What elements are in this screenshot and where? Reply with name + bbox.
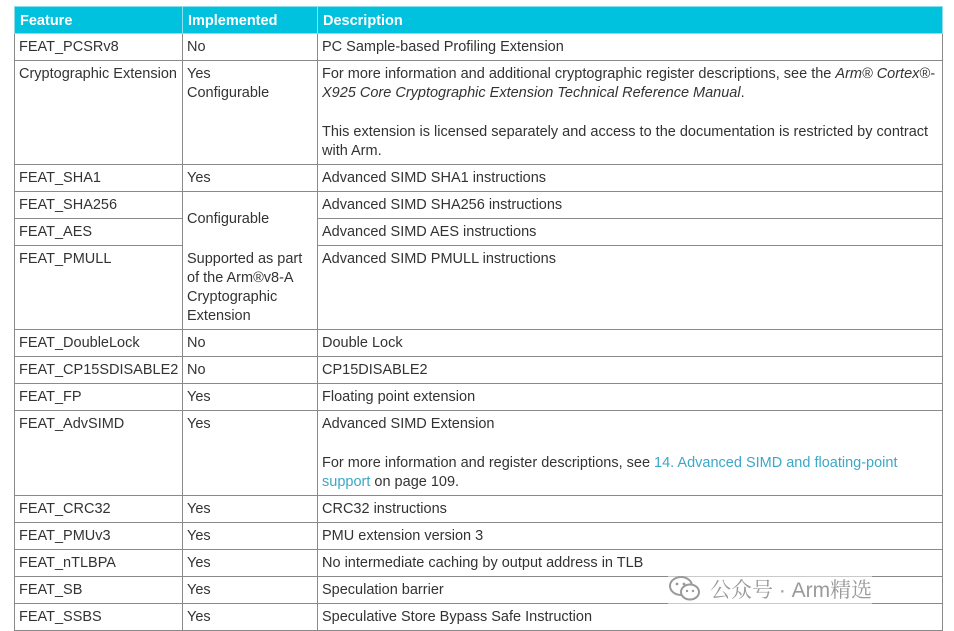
watermark bbox=[668, 574, 872, 604]
description-cell bbox=[318, 61, 943, 165]
feature-cell: FEAT_DoubleLock bbox=[15, 329, 183, 356]
trm-title: Arm® Cortex®-X925 Core Cryptographic Extension Technical Reference Manual bbox=[322, 66, 935, 101]
table-row bbox=[15, 410, 943, 495]
header-description: Description bbox=[318, 7, 943, 34]
description-cell: Speculative Store Bypass Safe Instruction bbox=[318, 603, 943, 630]
feature-cell: FEAT_CRC32 bbox=[15, 495, 183, 522]
description-cell: Advanced SIMD SHA1 instructions bbox=[318, 165, 943, 192]
implemented-cell: No bbox=[183, 329, 318, 356]
implemented-cell: Yes bbox=[183, 576, 318, 603]
description-cell: PC Sample-based Profiling Extension bbox=[318, 34, 943, 61]
implemented-cell: Supported as part of the Arm®v8-A Cryptographic Extension bbox=[183, 246, 318, 330]
description-cell: No intermediate caching by output address in TLB bbox=[318, 549, 943, 576]
feature-cell: FEAT_SB bbox=[15, 576, 183, 603]
description-paragraph: Advanced SIMD Extension bbox=[322, 415, 495, 432]
implemented-cell: Yes bbox=[183, 603, 318, 630]
implemented-cell bbox=[183, 61, 318, 165]
description-paragraph bbox=[322, 454, 938, 492]
feature-cell: FEAT_PMULL bbox=[15, 246, 183, 330]
implemented-cell: Yes bbox=[183, 549, 318, 576]
feature-cell: Cryptographic Extension bbox=[15, 61, 183, 165]
table-row bbox=[15, 603, 943, 630]
feature-cell: FEAT_SHA1 bbox=[15, 165, 183, 192]
implemented-cell: No bbox=[183, 34, 318, 61]
description-paragraph: This extension is licensed separately and access to the documentation is restricted by contract with Arm. bbox=[322, 124, 929, 159]
description-cell: Advanced SIMD SHA256 instructions bbox=[318, 192, 943, 219]
table-row bbox=[15, 219, 943, 246]
description-cell: Double Lock bbox=[318, 329, 943, 356]
description-cell: CRC32 instructions bbox=[318, 495, 943, 522]
wechat-icon bbox=[668, 575, 702, 603]
feature-cell: FEAT_AdvSIMD bbox=[15, 410, 183, 495]
feature-cell: FEAT_SSBS bbox=[15, 603, 183, 630]
description-cell: Floating point extension bbox=[318, 383, 943, 410]
table-row bbox=[15, 522, 943, 549]
description-text: For more information and register descriptions, see bbox=[322, 454, 655, 471]
header-implemented: Implemented bbox=[183, 7, 318, 34]
feature-cell: FEAT_CP15SDISABLE2 bbox=[15, 356, 183, 383]
implemented-cell: Configurable bbox=[183, 192, 318, 246]
header-feature: Feature bbox=[15, 7, 183, 34]
description-cell bbox=[318, 410, 943, 495]
implemented-cell: Yes bbox=[183, 495, 318, 522]
implemented-cell: Yes bbox=[183, 383, 318, 410]
description-text: . bbox=[740, 85, 745, 101]
description-cell: CP15DISABLE2 bbox=[318, 356, 943, 383]
feature-cell: FEAT_SHA256 bbox=[15, 192, 183, 219]
implemented-cell: Yes bbox=[183, 410, 318, 495]
feature-cell: FEAT_AES bbox=[15, 219, 183, 246]
table-row bbox=[15, 246, 943, 330]
description-cell: Advanced SIMD AES instructions bbox=[318, 219, 943, 246]
table-row bbox=[15, 356, 943, 383]
feature-table bbox=[14, 6, 943, 631]
table-row bbox=[15, 549, 943, 576]
description-text: For more information and additional cryptographic register descriptions, see the bbox=[322, 66, 836, 82]
implemented-cell: Yes bbox=[183, 165, 318, 192]
description-cell: Advanced SIMD PMULL instructions bbox=[318, 246, 943, 330]
feature-cell: FEAT_nTLBPA bbox=[15, 549, 183, 576]
description-paragraph bbox=[322, 65, 938, 103]
table-row bbox=[15, 34, 943, 61]
implemented-line: Configurable bbox=[187, 85, 270, 101]
watermark-text: 公众号 · Arm精选 bbox=[710, 579, 873, 602]
description-cell: Speculation barrier bbox=[318, 576, 943, 603]
description-cell: PMU extension version 3 bbox=[318, 522, 943, 549]
feature-cell: FEAT_PCSRv8 bbox=[15, 34, 183, 61]
table-row bbox=[15, 329, 943, 356]
table-row bbox=[15, 61, 943, 165]
description-text: on page 109. bbox=[370, 473, 460, 490]
implemented-cell: Yes bbox=[183, 522, 318, 549]
feature-cell: FEAT_FP bbox=[15, 383, 183, 410]
table-row bbox=[15, 165, 943, 192]
table-row bbox=[15, 383, 943, 410]
section-link[interactable]: 14. Advanced SIMD and floating-point support bbox=[322, 454, 898, 490]
implemented-line: Yes bbox=[187, 66, 211, 82]
table-row bbox=[15, 495, 943, 522]
table-header-row bbox=[15, 7, 943, 34]
implemented-cell: No bbox=[183, 356, 318, 383]
table-row bbox=[15, 192, 943, 219]
feature-cell: FEAT_PMUv3 bbox=[15, 522, 183, 549]
